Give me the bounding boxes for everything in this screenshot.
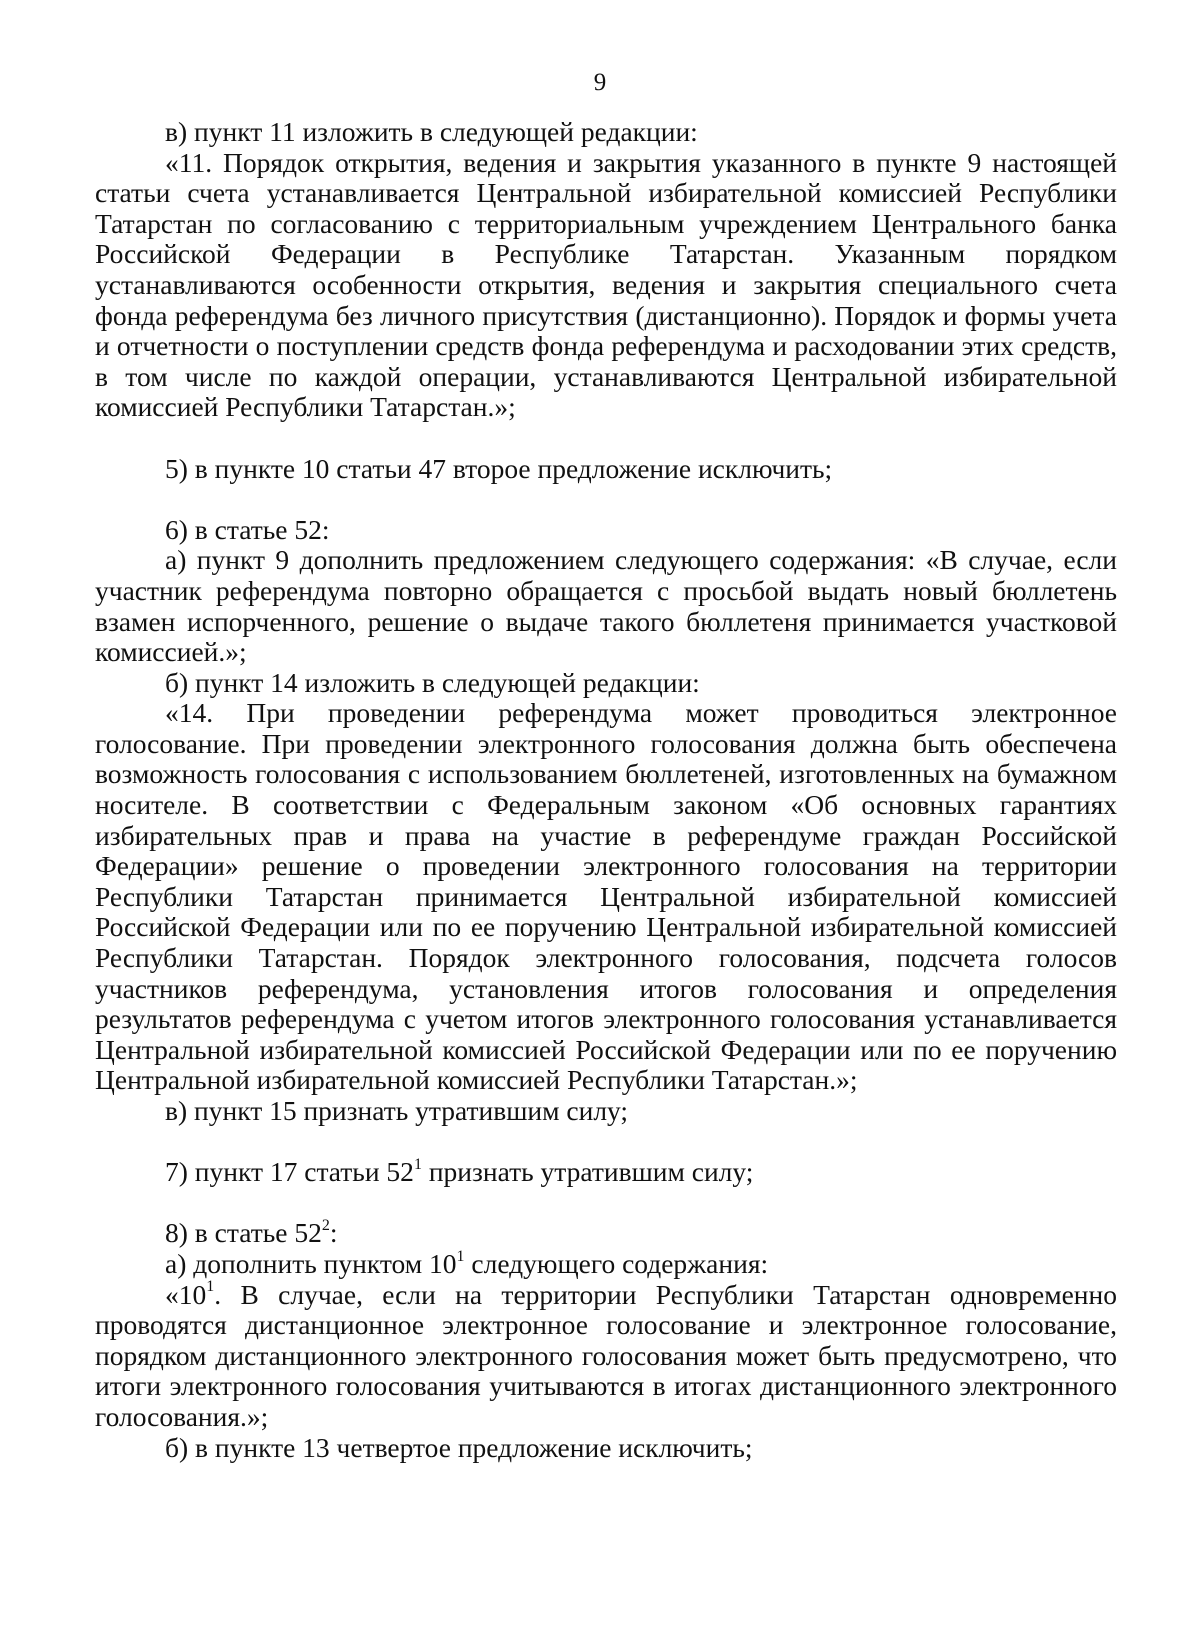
paragraph-text: а) дополнить пунктом 10 [165, 1247, 457, 1279]
superscript: 2 [321, 1217, 330, 1235]
superscript: 1 [456, 1247, 465, 1265]
paragraph-quote-punkt-10-1 [95, 1280, 1117, 1433]
paragraph-item-6b: б) пункт 14 изложить в следующей редакции: [165, 666, 700, 698]
paragraph-item-7 [95, 1157, 1117, 1188]
superscript: 1 [206, 1278, 215, 1296]
paragraph-text: 7) пункт 17 статьи 52 [165, 1156, 414, 1188]
paragraph-item-6: 6) в статье 52: [165, 513, 330, 545]
page-number: 9 [593, 69, 607, 96]
document-body [95, 117, 1117, 1463]
paragraph-gap [95, 423, 1117, 454]
paragraph-text: следующего содержания: [464, 1247, 769, 1279]
paragraph-text: : [329, 1217, 338, 1249]
paragraph-text: «10 [165, 1278, 207, 1310]
paragraph-item-6a: а) пункт 9 дополнить предложением следующего содержания: «В случае, если участник референдума повторно обращается с просьбой выдать новый бюллетень взамен испорченного, решение о выдаче такого бюллетеня принимается участковой комиссией.»; [95, 544, 1117, 668]
paragraph-item-6v: в) пункт 15 признать утратившим силу; [165, 1095, 629, 1126]
paragraph-item-5: 5) в пункте 10 статьи 47 второе предложение исключить; [165, 452, 833, 484]
paragraph-quote-punkt-14: «14. При проведении референдума может проводиться электронное голосование. При проведении электронного голосования должна быть обеспечена возможность голосования с использованием бюллетеней, изготовленных на бумажном носителе. В соответствии с Федеральным законом «Об основных гарантиях избирательных прав и права на участие в референдуме граждан Российской Федерации» решение о проведении электронного голосования на территории Республики Татарстан принимается Центральной избирательной комиссией Российской Федерации или по ее поручению Центральной избирательной комиссией Республики Татарстан. Порядок электронного голосования, подсчета голосов участников референдума, установления итогов голосования и определения результатов референдума с учетом итогов электронного голосования устанавливается Центральной избирательной комиссией Российской Федерации или по ее поручению Центральной избирательной комиссией Республики Татарстан.»; [95, 697, 1117, 1096]
superscript: 1 [413, 1156, 422, 1174]
paragraph-gap [95, 484, 1117, 515]
paragraph-text: . В случае, если на территории Республики Татарстан одновременно проводятся дистанционное электронное голосование и электронное голосование, порядком дистанционного электронного голосования может быть предусмотрено, что итоги электронного голосования учитываются в итогах дистанционного электронного голосования.»; [95, 1278, 1117, 1432]
paragraph-quote-punkt-11: «11. Порядок открытия, ведения и закрытия указанного в пункте 9 настоящей статьи счета устанавливается Центральной избирательной комиссией Республики Татарстан по согласованию с территориальным учреждением Центрального банка Российской Федерации в Республике Татарстан. Указанным порядком устанавливаются особенности открытия, ведения и закрытия специального счета фонда референдума без личного присутствия (дистанционно). Порядок и формы учета и отчетности о поступлении средств фонда референдума и расходовании этих средств, в том числе по каждой операции, устанавливаются Центральной избирательной комиссией Республики Татарстан.»; [95, 146, 1117, 423]
paragraph-item-8 [95, 1218, 1117, 1249]
paragraph-item-v-punkt-11: в) пункт 11 изложить в следующей редакции: [165, 116, 698, 147]
paragraph-text: признать утратившим силу; [421, 1156, 754, 1188]
paragraph-item-8b: б) в пункте 13 четвертое предложение исключить; [165, 1431, 753, 1463]
paragraph-text: 8) в статье 52 [165, 1217, 322, 1249]
paragraph-gap [95, 1188, 1117, 1219]
paragraph-gap [95, 1127, 1117, 1158]
paragraph-item-8a [95, 1249, 1117, 1280]
